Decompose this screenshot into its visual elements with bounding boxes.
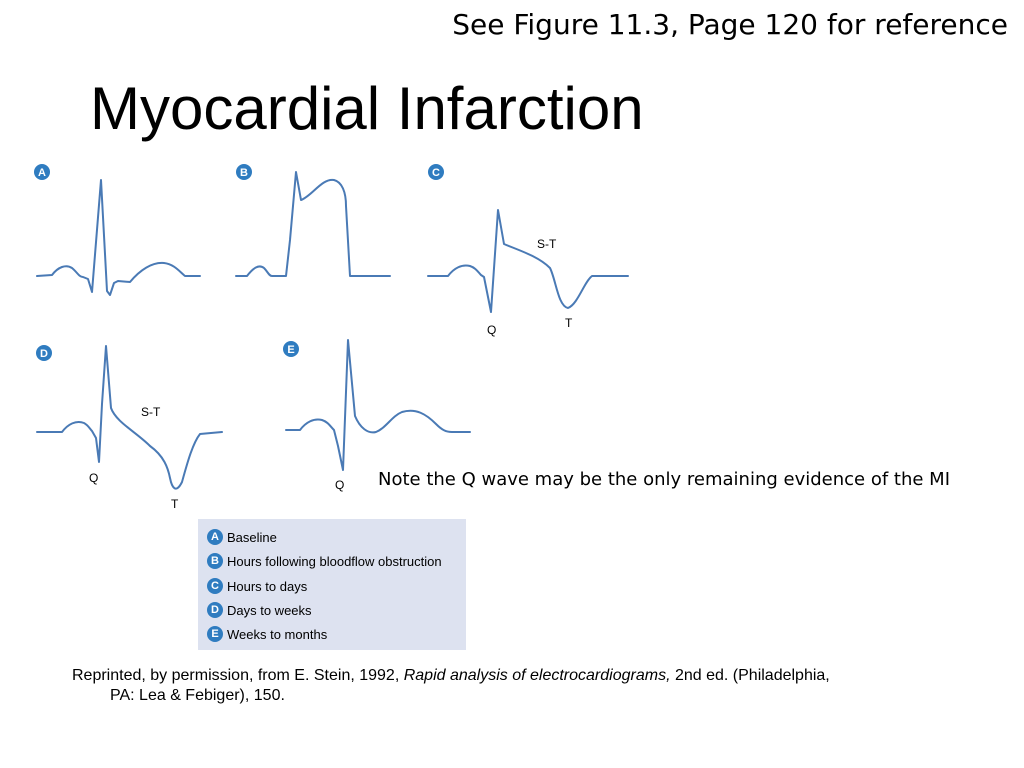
legend-item-b (207, 552, 442, 570)
legend-badge-d: D (207, 602, 223, 618)
citation-suffix: 2nd ed. (Philadelphia, (670, 667, 830, 684)
panel-d-q-label: Q (89, 471, 99, 485)
panel-a-waveform (37, 180, 200, 295)
legend-box (198, 519, 466, 650)
legend-badge-e: E (207, 626, 223, 642)
panel-d-st-label: S-T (141, 405, 161, 419)
svg-text:D: D (40, 348, 48, 360)
svg-text:B: B (240, 167, 248, 179)
slide-title: Myocardial Infarction (90, 75, 644, 142)
legend-text-b: Hours following bloodflow obstruction (227, 553, 442, 569)
legend-text-e: Weeks to months (227, 626, 328, 642)
panel-c-t-label: T (565, 316, 573, 330)
legend-item-c (207, 577, 307, 595)
citation-line-2: PA: Lea & Febiger), 150. (110, 687, 285, 704)
panel-c-q-label: Q (487, 323, 497, 337)
panel-c-waveform (428, 210, 628, 312)
legend-item-e (207, 625, 327, 643)
panel-b (236, 164, 390, 276)
citation (72, 666, 972, 706)
panel-b-waveform (236, 172, 390, 276)
panel-c (428, 164, 628, 337)
legend-badge-c: C (207, 578, 223, 594)
panel-a (34, 164, 200, 295)
legend-text-c: Hours to days (227, 578, 308, 594)
panel-d-waveform (37, 346, 222, 489)
panel-c-badge (428, 164, 444, 180)
panel-d (36, 345, 222, 511)
legend-item-d (207, 601, 312, 619)
panel-e-waveform (286, 340, 470, 470)
citation-book-title: Rapid analysis of electrocardiograms, (403, 667, 671, 684)
panel-a-badge (34, 164, 50, 180)
panel-d-t-label: T (171, 497, 179, 511)
legend-text-d: Days to weeks (227, 602, 312, 618)
citation-prefix: Reprinted, by permission, from E. Stein, 1992, (72, 667, 404, 684)
panel-c-st-label: S-T (537, 237, 557, 251)
panel-e-badge (283, 341, 299, 357)
legend-badge-a: A (207, 529, 223, 545)
svg-text:C: C (432, 167, 440, 179)
panel-e-q-label: Q (335, 478, 345, 492)
panel-b-badge (236, 164, 252, 180)
q-wave-note: Note the Q wave may be the only remaining evidence of the MI (378, 469, 951, 490)
panel-d-badge (36, 345, 52, 361)
legend-item-a (207, 528, 277, 546)
svg-text:E: E (287, 344, 295, 356)
legend-badge-b: B (207, 553, 223, 569)
reference-note: See Figure 11.3, Page 120 for reference (452, 8, 1008, 41)
svg-text:A: A (38, 167, 46, 179)
legend-text-a: Baseline (227, 529, 277, 545)
